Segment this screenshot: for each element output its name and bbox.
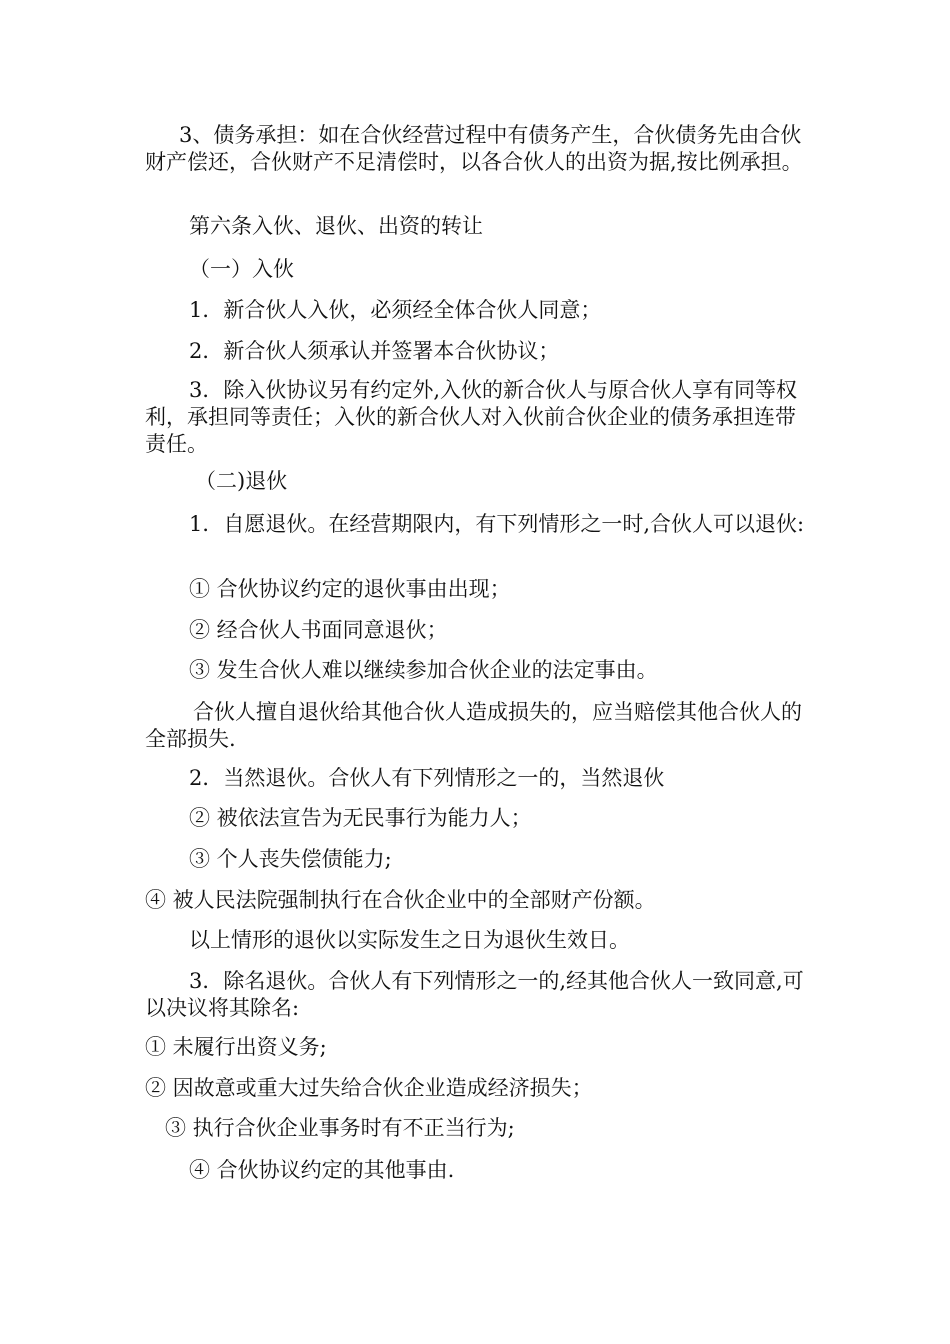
voluntary-condition-3: ③ 发生合伙人难以继续参加合伙企业的法定事由。 (189, 658, 658, 682)
voluntary-condition-2: ② 经合伙人书面同意退伙； (189, 618, 448, 642)
automatic-condition-4: ④ 被人民法院强制执行在合伙企业中的全部财产份额。 (145, 888, 656, 912)
automatic-condition-2: ② 被依法宣告为无民事行为能力人； (189, 806, 532, 830)
joining-item-2: 2．新合伙人须承认并签署本合伙协议； (189, 339, 560, 363)
automatic-condition-3: ③ 个人丧失偿债能力; (189, 847, 392, 871)
joining-item-3: 3．除入伙协议另有约定外,入伙的新合伙人与原合伙人享有同等权利，承担同等责任；入伙的新合伙人对入伙前合伙企业的债务承担连带责任。 (145, 378, 798, 456)
withdrawal-effective-date: 以上情形的退伙以实际发生之日为退伙生效日。 (189, 928, 630, 952)
joining-item-1: 1．新合伙人入伙，必须经全体合伙人同意； (189, 298, 602, 322)
expulsion-condition-1: ① 未履行出资义务; (145, 1035, 327, 1059)
expulsion-withdrawal: 3．除名退伙。合伙人有下列情形之一的,经其他合伙人一致同意,可以决议将其除名: (145, 969, 804, 1020)
section-joining-heading: （一）入伙 (189, 257, 294, 281)
automatic-withdrawal: 2．当然退伙。合伙人有下列情形之一的，当然退伙 (189, 766, 665, 790)
unauthorized-withdrawal-note: 合伙人擅自退伙给其他合伙人造成损失的，应当赔偿其他合伙人的全部损失. (145, 700, 802, 751)
expulsion-condition-3: ③ 执行合伙企业事务时有不正当行为; (165, 1116, 515, 1140)
expulsion-condition-2: ② 因故意或重大过失给合伙企业造成经济损失； (145, 1076, 593, 1100)
voluntary-withdrawal: 1．自愿退伙。在经营期限内，有下列情形之一时,合伙人可以退伙: (189, 512, 805, 536)
article-six-heading: 第六条入伙、退伙、出资的转让 (189, 214, 483, 238)
section-withdrawal-heading: （二)退伙 (195, 469, 288, 493)
expulsion-condition-4: ④ 合伙协议约定的其他事由. (189, 1158, 455, 1182)
voluntary-condition-1: ① 合伙协议约定的退伙事由出现； (189, 577, 511, 601)
paragraph-debt-bearing: 3、债务承担：如在合伙经营过程中有债务产生，合伙债务先由合伙财产偿还，合伙财产不足清偿时，以各合伙人的出资为据,按比例承担。 (145, 123, 803, 174)
